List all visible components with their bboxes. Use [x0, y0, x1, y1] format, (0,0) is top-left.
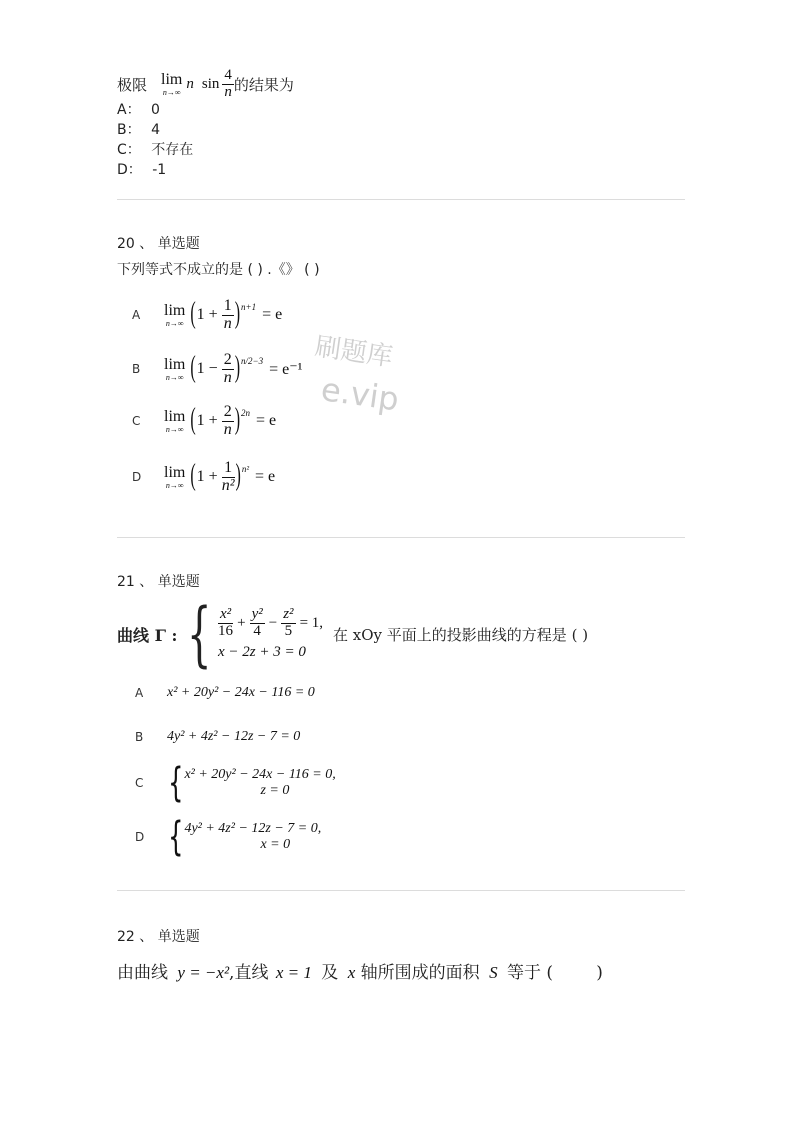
eq1-b-den: 4	[253, 623, 261, 639]
option-letter: A	[135, 686, 144, 700]
lim-word: lim	[164, 355, 186, 373]
q21-stem-prefix: 曲线 Γ :	[117, 625, 178, 645]
watermark-line2: e.vip	[318, 370, 402, 419]
option-line2: z = 0	[260, 783, 290, 798]
frac-num: 2	[223, 350, 232, 368]
q22-stem-c: 及	[321, 963, 339, 983]
q20-stem: 下列等式不成立的是 ( ) .《》 ( )	[117, 262, 320, 278]
q19-lim-sub: n→∞	[162, 87, 181, 97]
option-text: 4	[151, 122, 160, 138]
lim-sub: n→∞	[165, 424, 184, 434]
lim-sub: n→∞	[165, 372, 184, 382]
option-letter: B	[135, 730, 144, 744]
frac-num: 1	[223, 296, 232, 314]
inner-op: 1 +	[196, 306, 218, 323]
option-line1: x² + 20y² − 24x − 116 = 0,	[184, 767, 336, 782]
option-text: 0	[151, 102, 160, 118]
divider	[117, 199, 685, 200]
watermark-url	[319, 370, 402, 418]
option-label: C：	[117, 142, 141, 158]
q22-stem-b: ,直线	[229, 963, 269, 983]
option-formula: lim n→∞ ( 1 + $\frac{1}{n}$ ) n+1 = e	[164, 296, 283, 332]
eq1-a: x²	[219, 606, 232, 623]
q20-option-c[interactable]	[132, 398, 276, 444]
q20-header: 20 、 单选题	[117, 236, 200, 252]
q21-stem-suffix: 在 xOy 平面上的投影曲线的方程是 ( )	[333, 625, 589, 644]
eq1-c: z²	[283, 606, 294, 623]
q21-system: $\frac{\text{x²}}{16}$ + $\frac{\text{y²}}{4}$ − $\frac{\text{z²}}{5}$ = 1, x − 2z + 3 = 0	[217, 606, 324, 660]
option-label: B：	[117, 122, 141, 138]
eq1-b: y²	[251, 606, 263, 623]
system-brace: {	[168, 814, 184, 860]
q21-header: 21 、 单选题	[117, 574, 200, 590]
q19-sin: sin	[201, 75, 220, 92]
option-formula: lim n→∞ ( 1 − $\frac{2}{n}$ ) n/2−3 = e⁻¹	[164, 350, 303, 386]
option-letter: C	[135, 776, 144, 790]
rhs: = e⁻¹	[269, 361, 303, 378]
eq1-rhs: = 1,	[299, 615, 324, 631]
q20-option-b[interactable]	[132, 346, 302, 392]
rhs: = e	[262, 306, 283, 323]
q19-n: n	[186, 75, 194, 92]
exponent: n/2−3	[241, 355, 264, 366]
divider	[117, 890, 685, 891]
rhs: = e	[256, 412, 277, 429]
watermark-line1: 刷题库	[312, 331, 395, 373]
q22-stem-a: 由曲线	[117, 963, 168, 983]
q19-frac-den: n	[224, 83, 232, 100]
q20-option-d[interactable]	[132, 454, 275, 500]
inner-op: 1 +	[196, 468, 218, 485]
q22-x: x	[347, 963, 356, 982]
lim-sub: n→∞	[165, 318, 184, 328]
exponent: 2n	[241, 407, 251, 418]
q21-option-d[interactable]	[135, 814, 321, 860]
system-brace: {	[168, 760, 184, 806]
q21-option-c[interactable]	[135, 760, 336, 806]
option-formula: lim n→∞ ( 1 + $\frac{2}{n}$ ) 2n = e	[164, 402, 277, 438]
frac-den: n	[223, 368, 232, 386]
option-letter: C	[132, 414, 141, 428]
option-formula: x² + 20y² − 24x − 116 = 0	[167, 685, 315, 700]
option-letter: B	[132, 362, 141, 376]
lim-word: lim	[164, 407, 186, 425]
q22-stem-e: 等于 ( )	[506, 963, 603, 983]
q19-option-a[interactable]	[117, 100, 160, 120]
eq1-c-den: 5	[284, 623, 293, 639]
lim-sub: n→∞	[165, 480, 184, 490]
divider	[117, 537, 685, 538]
option-letter: D	[132, 470, 142, 484]
frac-den: n	[223, 314, 232, 332]
frac-den: n	[223, 420, 232, 438]
option-letter: D	[135, 830, 145, 844]
lim-word: lim	[164, 463, 186, 481]
q21-stem	[117, 593, 589, 675]
q21-option-a[interactable]	[135, 682, 315, 704]
frac-den: n²	[221, 476, 235, 494]
q19-option-b[interactable]	[117, 120, 160, 140]
q21-option-b[interactable]	[135, 726, 300, 748]
exponent: n²	[241, 463, 250, 474]
eq2: x − 2z + 3 = 0	[217, 643, 306, 660]
option-formula: lim n→∞ ( 1 + $\frac{1}{\text{n²}}$ ) n² = e	[164, 458, 276, 494]
q19-suffix: 的结果为	[233, 75, 294, 94]
option-label: D：	[117, 162, 142, 178]
frac-num: 1	[222, 460, 235, 478]
eq1-a-den: 16	[218, 623, 234, 639]
q19-frac-num: 4	[224, 66, 232, 83]
option-text: -1	[152, 162, 167, 178]
option-system	[184, 767, 335, 799]
q19-option-c[interactable]	[117, 140, 193, 160]
q20-option-a[interactable]	[132, 292, 282, 338]
q19-option-d[interactable]	[117, 160, 166, 180]
watermark	[313, 326, 395, 373]
q19-stem	[117, 66, 294, 102]
option-line1: 4y² + 4z² − 12z − 7 = 0,	[184, 821, 322, 836]
inner-op: 1 −	[196, 360, 218, 377]
q22-eq1: y = −x²	[177, 963, 230, 982]
q22-eq2: x = 1	[275, 963, 312, 982]
q19-fraction	[222, 68, 234, 101]
rhs: = e	[255, 468, 276, 485]
inner-op: 1 +	[196, 412, 218, 429]
option-label: A：	[117, 102, 141, 118]
q19-limit	[161, 72, 182, 97]
q22-s: S	[489, 963, 498, 982]
q19-prefix: 极限	[117, 75, 148, 94]
q22-stem-d: 轴所围成的面积	[360, 963, 480, 983]
q22-header: 22 、 单选题	[117, 929, 200, 945]
option-text: 不存在	[151, 142, 194, 158]
option-letter: A	[132, 308, 141, 322]
frac-num: 2	[223, 402, 232, 420]
exponent: n+1	[241, 301, 257, 312]
lim-word: lim	[164, 301, 186, 319]
option-system	[184, 821, 321, 853]
option-line2: x = 0	[260, 837, 291, 852]
option-formula: 4y² + 4z² − 12z − 7 = 0	[167, 729, 301, 744]
q22-stem	[117, 958, 603, 983]
q19-lim-word: lim	[161, 70, 183, 88]
system-brace: {	[187, 593, 212, 675]
